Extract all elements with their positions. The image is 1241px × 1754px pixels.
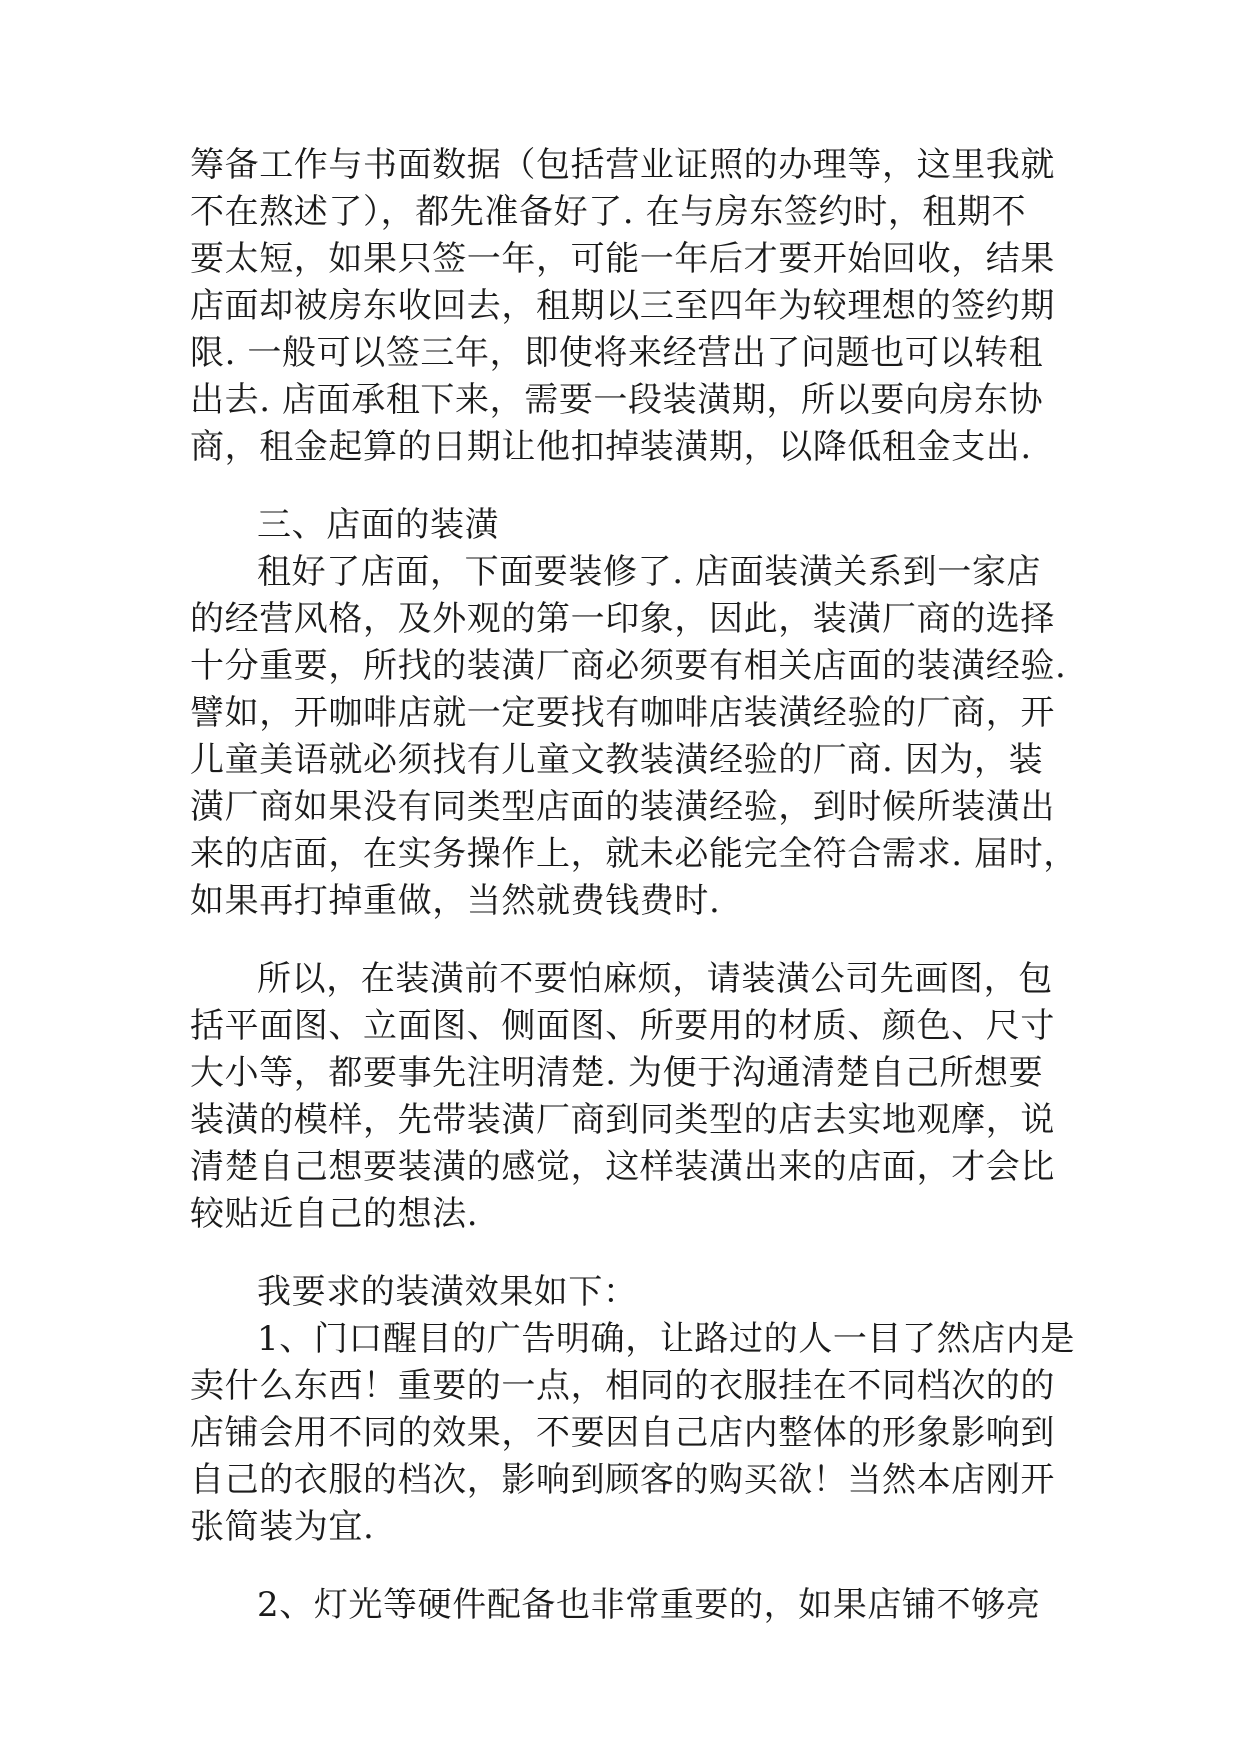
text-line: 店面却被房东收回去，租期以三至四年为较理想的签约期 bbox=[190, 286, 1055, 326]
text-line: 要太短，如果只签一年，可能一年后才要开始回收，结果 bbox=[190, 239, 1055, 279]
text-line: 儿童美语就必须找有儿童文教装潢经验的厂商. 因为，装 bbox=[190, 740, 1044, 780]
text-line: 所以，在装潢前不要怕麻烦，请装潢公司先画图，包 bbox=[257, 959, 1053, 999]
text-line: 括平面图、立面图、侧面图、所要用的材质、颜色、尺寸 bbox=[190, 1006, 1055, 1046]
text-line: 来的店面，在实务操作上，就未必能完全符合需求. 届时， bbox=[190, 834, 1078, 874]
text-line: 筹备工作与书面数据（包括营业证照的办理等，这里我就 bbox=[190, 145, 1055, 185]
section-heading: 三、店面的装潢 bbox=[257, 505, 500, 545]
text-line: 的经营风格，及外观的第一印象，因此，装潢厂商的选择 bbox=[190, 599, 1055, 639]
list-item: 2、灯光等硬件配备也非常重要的，如果店铺不够亮 bbox=[257, 1585, 1041, 1625]
text-line: 商，租金起算的日期让他扣掉装潢期，以降低租金支出. bbox=[190, 427, 1032, 467]
text-line: 自己的衣服的档次，影响到顾客的购买欲！当然本店刚开 bbox=[190, 1460, 1055, 1500]
text-line: 大小等，都要事先注明清楚. 为便于沟通清楚自己所想要 bbox=[190, 1053, 1044, 1093]
list-item: 1、门口醒目的广告明确，让路过的人一目了然店内是 bbox=[257, 1319, 1076, 1359]
text-line: 譬如，开咖啡店就一定要找有咖啡店装潢经验的厂商，开 bbox=[190, 693, 1055, 733]
text-line: 潢厂商如果没有同类型店面的装潢经验，到时候所装潢出 bbox=[190, 787, 1055, 827]
text-line: 如果再打掉重做，当然就费钱费时. bbox=[190, 881, 721, 921]
text-line: 限. 一般可以签三年，即使将来经营出了问题也可以转租 bbox=[190, 333, 1044, 373]
text-line: 我要求的装潢效果如下： bbox=[257, 1272, 638, 1312]
text-line: 租好了店面，下面要装修了. 店面装潢关系到一家店 bbox=[257, 552, 1042, 592]
text-line: 出去. 店面承租下来，需要一段装潢期，所以要向房东协 bbox=[190, 380, 1044, 420]
text-line: 张简装为宜. bbox=[190, 1507, 375, 1547]
text-line: 较贴近自己的想法. bbox=[190, 1194, 479, 1234]
text-line: 清楚自己想要装潢的感觉，这样装潢出来的店面，才会比 bbox=[190, 1147, 1055, 1187]
text-line: 店铺会用不同的效果，不要因自己店内整体的形象影响到 bbox=[190, 1413, 1055, 1453]
text-line: 卖什么东西！重要的一点，相同的衣服挂在不同档次的的 bbox=[190, 1366, 1055, 1406]
text-line: 十分重要，所找的装潢厂商必须要有相关店面的装潢经验. bbox=[190, 646, 1067, 686]
text-line: 不在熬述了），都先准备好了. 在与房东签约时，租期不 bbox=[190, 192, 1027, 232]
text-line: 装潢的模样，先带装潢厂商到同类型的店去实地观摩，说 bbox=[190, 1100, 1055, 1140]
